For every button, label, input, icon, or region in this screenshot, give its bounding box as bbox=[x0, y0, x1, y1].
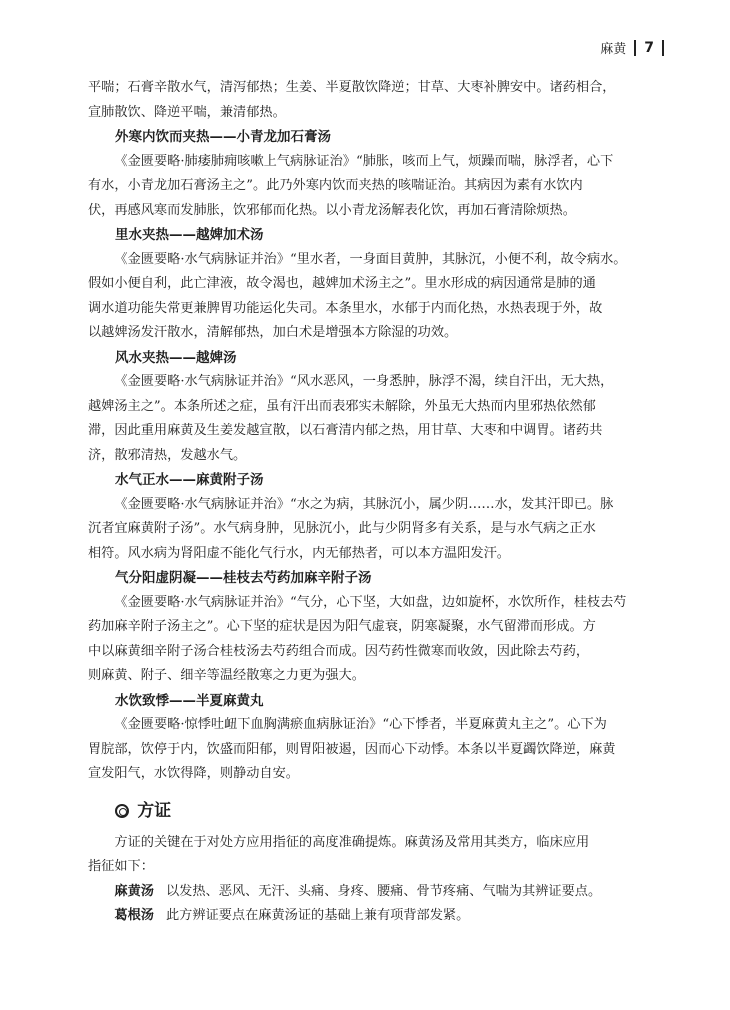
body-line: 《金匮要略·水气病脉证并治》“里水者，一身面目黄肿，其脉沉，小便不利，故令病水。 bbox=[114, 251, 627, 267]
double-circle-icon bbox=[115, 804, 129, 818]
body-line: 《金匮要略·肺痿肺痈咳嗽上气病脉证治》“肺胀，咳而上气，烦躁而喘，脉浮者，心下 bbox=[114, 153, 614, 169]
body-line: 方证的关键在于对处方应用指征的高度准确提炼。麻黄汤及常用其类方，临床应用 bbox=[114, 834, 590, 850]
subsection bbox=[88, 566, 666, 689]
formula-name: 葛根汤 bbox=[114, 908, 154, 923]
body-line: 有水，小青龙加石膏汤主之”。此乃外寒内饮而夹热的咳喘证治。其病因为素有水饮内 bbox=[88, 178, 583, 193]
subsection bbox=[88, 689, 666, 787]
body-line: 越婢汤主之”。本条所述之症，虽有汗出而表邪实未解除，外虽无大热而内里邪热依然郁 bbox=[88, 398, 596, 414]
formula-entry bbox=[88, 880, 666, 905]
formula-entry bbox=[88, 904, 666, 929]
body-line: 滞，因此重用麻黄及生姜发越宣散，以石膏清内郁之热，用甘草、大枣和中调胃。诸药共 bbox=[88, 423, 603, 438]
subsection bbox=[88, 468, 666, 566]
intro-line: 宣肺散饮、降逆平喘，兼清郁热。 bbox=[88, 104, 286, 120]
subsection bbox=[88, 125, 666, 223]
intro-line: 平喘；石膏辛散水气，清泻郁热；生姜、半夏散饮降逆；甘草、大枣补脾安中。诸药相合， bbox=[88, 80, 616, 95]
subsection-heading: 水饮致悸——半夏麻黄丸 bbox=[115, 692, 264, 709]
body-line: 《金匮要略·惊悸吐衄下血胸满瘀血病脉证治》“心下悸者，半夏麻黄丸主之”。心下为 bbox=[114, 717, 607, 732]
formula-name: 麻黄汤 bbox=[114, 883, 154, 899]
body-line: 调水道功能失常更兼脾胃功能运化失司。本条里水，水郁于内而化热，水热表现于外，故 bbox=[88, 300, 603, 316]
body-line: 《金匮要略·水气病脉证并治》“水之为病，其脉沉小，属少阴……水，发其汗即已。脉 bbox=[114, 496, 614, 512]
body-line: 胃脘部，饮停于内，饮盛而阳郁，则胃阳被遏，因而心下动悸。本条以半夏蠲饮降逆，麻黄 bbox=[88, 741, 616, 757]
body-line: 假如小便自利，此亡津液，故令渴也，越婢加术汤主之”。里水形成的病因通常是肺的通 bbox=[88, 276, 596, 291]
body-line: 《金匮要略·水气病脉证并治》“气分，心下坚，大如盘，边如旋杯，水饮所作，桂枝去芍 bbox=[114, 594, 627, 610]
body-line: 济，散邪清热，发越水气。 bbox=[88, 447, 247, 463]
subsection-heading: 风水夹热——越婢汤 bbox=[115, 349, 237, 366]
subsection bbox=[88, 223, 666, 346]
subsection-heading: 气分阳虚阴凝——桂枝去芍药加麻辛附子汤 bbox=[115, 570, 372, 586]
running-head-title: 麻黄 bbox=[600, 42, 627, 57]
subsection-heading: 水气正水——麻黄附子汤 bbox=[115, 472, 264, 488]
body-line: 宣发阳气，水饮得降，则静动自安。 bbox=[88, 766, 299, 781]
body-line: 中以麻黄细辛附子汤合桂枝汤去芍药组合而成。因芍药性微寒而收敛，因此除去芍药， bbox=[88, 643, 590, 659]
page-body bbox=[88, 76, 666, 929]
body-line: 相符。风水病为肾阳虚不能化气行水，内无郁热者，可以本方温阳发汗。 bbox=[88, 545, 510, 561]
subsection-heading: 里水夹热——越婢加术汤 bbox=[115, 227, 264, 243]
running-head bbox=[600, 38, 664, 57]
section-title: 方证 bbox=[137, 800, 172, 821]
page-number: 7 bbox=[644, 39, 654, 56]
body-line: 伏，再感风寒而发肺胀，饮邪郁而化热。以小青龙汤解表化饮，再加石膏清除烦热。 bbox=[88, 202, 576, 218]
running-head-divider bbox=[634, 40, 636, 56]
subsection-heading: 外寒内饮而夹热——小青龙加石膏汤 bbox=[115, 129, 331, 145]
body-line: 则麻黄、附子、细辛等温经散寒之力更为强大。 bbox=[88, 668, 365, 683]
formula-description: 此方辨证要点在麻黄汤证的基础上兼有项背部发紧。 bbox=[165, 908, 470, 923]
body-line: 药加麻辛附子汤主之”。心下坚的症状是因为阳气虚衰，阴寒凝聚，水气留滞而形成。方 bbox=[88, 619, 596, 634]
subsection bbox=[88, 346, 666, 469]
formula-description: 以发热、恶风、无汗、头痛、身疼、腰痛、骨节疼痛、气喘为其辨证要点。 bbox=[165, 883, 602, 899]
body-line: 指征如下： bbox=[88, 859, 154, 874]
running-head-end-bar bbox=[662, 40, 664, 56]
body-line: 以越婢汤发汗散水，清解郁热，加白术是增强本方除湿的功效。 bbox=[88, 325, 458, 340]
body-line: 沉者宜麻黄附子汤”。水气病身肿，见脉沉小，此与少阴肾多有关系，是与水气病之正水 bbox=[88, 521, 596, 536]
body-line: 《金匮要略·水气病脉证并治》“风水恶风，一身悉肿，脉浮不渴，续自汗出，无大热， bbox=[114, 374, 614, 389]
section-heading-fangzheng bbox=[88, 797, 666, 825]
